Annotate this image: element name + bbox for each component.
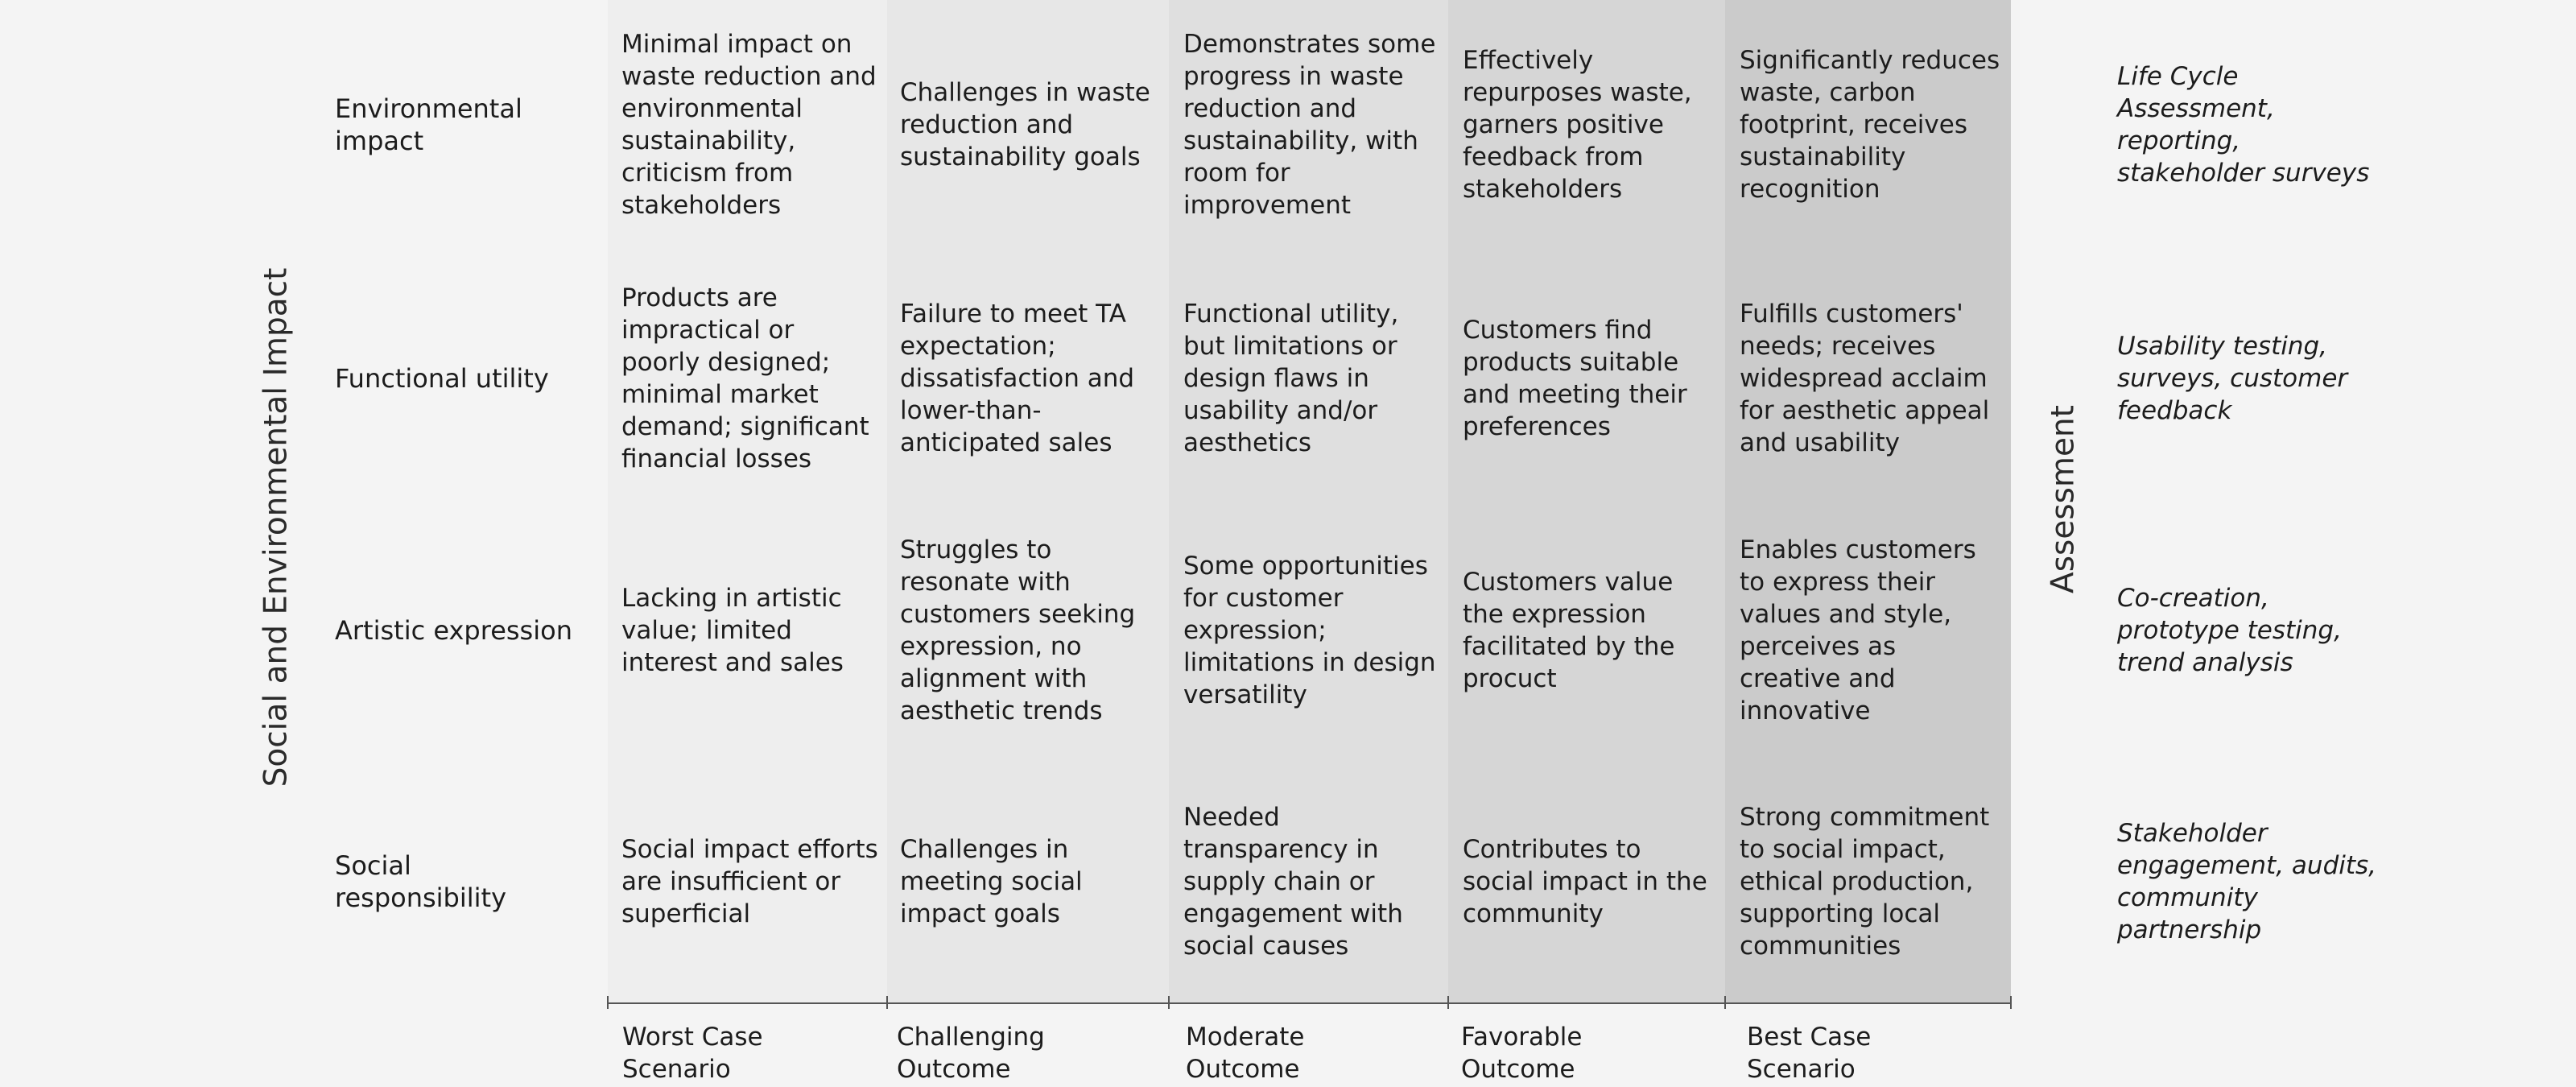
cell-functional-favorable: Customers find products suitable and meeting their preferences bbox=[1463, 316, 1687, 441]
row-label-environmental-impact: Environmental impact bbox=[335, 93, 522, 156]
cell-artistic-best: Enables customers to express their values and style, perceives as creative and innovative bbox=[1740, 535, 1976, 725]
cell-social-worst: Social impact efforts are insufficient or superficial bbox=[621, 835, 878, 928]
cell-artistic-worst: Lacking in artistic value; limited interest and sales bbox=[621, 584, 844, 677]
cell-functional-moderate: Functional utility, but limitations or design flaws in usability and/or aesthetics bbox=[1183, 300, 1399, 457]
axis-tick bbox=[1724, 996, 1726, 1009]
cell-artistic-moderate: Some opportunities for customer expression; limitations in design versatility bbox=[1183, 552, 1436, 709]
row-label-artistic-expression: Artistic expression bbox=[335, 615, 572, 646]
cell-environmental-moderate: Demonstrates some progress in waste reduction and sustainability, with room for improvement bbox=[1183, 30, 1436, 220]
outcome-label-challenging: Challenging Outcome bbox=[897, 1023, 1045, 1084]
cell-social-best: Strong commitment to social impact, ethical production, supporting local communities bbox=[1740, 803, 1990, 961]
cell-social-moderate: Needed transparency in supply chain or engagement with social causes bbox=[1183, 803, 1403, 961]
outcome-label-worst-case: Worst Case Scenario bbox=[622, 1023, 763, 1084]
cell-environmental-worst: Minimal impact on waste reduction and environmental sustainability, criticism from stakeholders bbox=[621, 30, 877, 220]
outcome-label-best-case: Best Case Scenario bbox=[1747, 1023, 1872, 1084]
assessment-functional-utility: Usability testing, surveys, customer feedback bbox=[2117, 332, 2348, 425]
axis-tick bbox=[886, 996, 888, 1009]
axis-tick bbox=[1168, 996, 1170, 1009]
cell-environmental-favorable: Effectively repurposes waste, garners positive feedback from stakeholders bbox=[1463, 46, 1692, 204]
outcome-label-favorable: Favorable Outcome bbox=[1461, 1023, 1583, 1084]
row-label-functional-utility: Functional utility bbox=[335, 363, 549, 394]
row-label-social-responsibility: Social responsibility bbox=[335, 850, 507, 913]
cell-environmental-best: Significantly reduces waste, carbon footprint, receives sustainability recognition bbox=[1740, 46, 2000, 204]
cell-functional-worst: Products are impractical or poorly designed; minimal market demand; significant financial losses bbox=[621, 283, 869, 473]
axis-tick bbox=[1447, 996, 1449, 1009]
cell-artistic-challenging: Struggles to resonate with customers seeking expression, no alignment with aesthetic trends bbox=[900, 535, 1136, 725]
assessment-artistic-expression: Co-creation, prototype testing, trend analysis bbox=[2117, 584, 2342, 677]
cell-functional-challenging: Failure to meet TA expectation; dissatisfaction and lower-than-anticipated sales bbox=[900, 300, 1135, 457]
assessment-environmental-impact: Life Cycle Assessment, reporting, stakeholder surveys bbox=[2117, 62, 2370, 188]
axis-tick bbox=[607, 996, 609, 1009]
outcome-axis-line bbox=[608, 1002, 2012, 1004]
cell-environmental-challenging: Challenges in waste reduction and sustainability goals bbox=[900, 78, 1150, 172]
assessment-axis-label: Assessment bbox=[2045, 405, 2082, 593]
cell-functional-best: Fulfills customers' needs; receives widespread acclaim for aesthetic appeal and usability bbox=[1740, 300, 1990, 457]
cell-social-challenging: Challenges in meeting social impact goals bbox=[900, 835, 1083, 928]
assessment-social-responsibility: Stakeholder engagement, audits, community partnership bbox=[2117, 819, 2377, 944]
outcome-label-moderate: Moderate Outcome bbox=[1186, 1023, 1305, 1084]
axis-tick bbox=[2010, 996, 2012, 1009]
cell-artistic-favorable: Customers value the expression facilitated by the procuct bbox=[1463, 568, 1675, 693]
cell-social-favorable: Contributes to social impact in the community bbox=[1463, 835, 1707, 928]
impact-axis-label: Social and Environmental Impact bbox=[258, 267, 295, 787]
